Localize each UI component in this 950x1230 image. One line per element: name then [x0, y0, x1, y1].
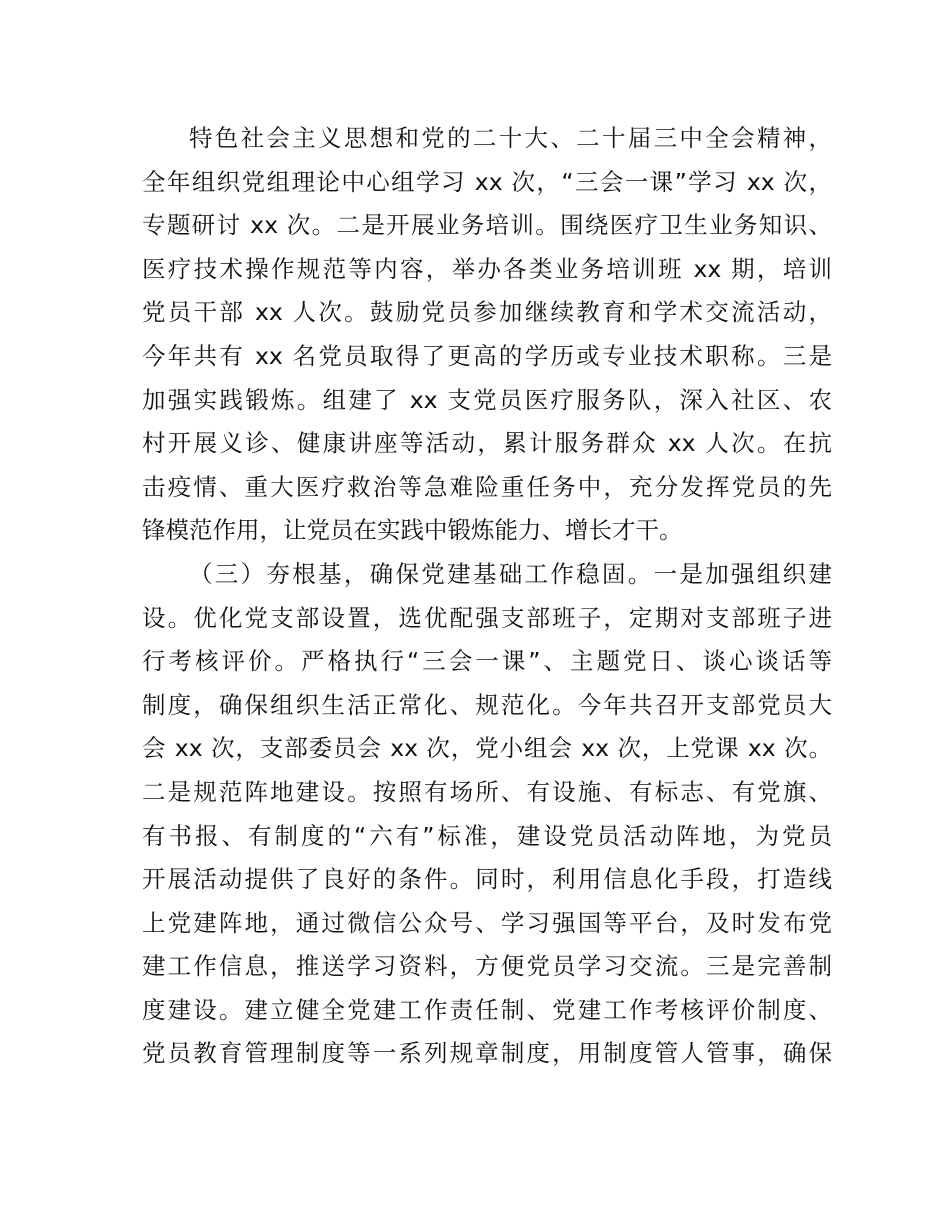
- paragraph-line: 度建设。建立健全党建工作责任制、党建工作考核评价制度、: [142, 995, 832, 1024]
- paragraph-line: 上党建阵地，通过微信公众号、学习强国等平台，及时发布党: [142, 908, 832, 937]
- paragraph-line: 制度，确保组织生活正常化、规范化。今年共召开支部党员大: [142, 690, 832, 719]
- paragraph-line: 开展活动提供了良好的条件。同时，利用信息化手段，打造线: [142, 865, 832, 894]
- paragraph-line: 击疫情、重大医疗救治等急难险重任务中，充分发挥党员的先: [142, 472, 832, 501]
- paragraph-line: 建工作信息，推送学习资料，方便党员学习交流。三是完善制: [142, 952, 832, 981]
- paragraph-line: 会 xx 次，支部委员会 xx 次，党小组会 xx 次，上党课 xx 次。: [142, 734, 832, 763]
- paragraph-line: 特色社会主义思想和党的二十大、二十届三中全会精神，: [189, 124, 832, 152]
- paragraph-line: 医疗技术操作规范等内容，举办各类业务培训班 xx 期，培训: [142, 254, 832, 283]
- paragraph-foundation-work: [142, 553, 832, 1076]
- paragraph-line: 今年共有 xx 名党员取得了更高的学历或专业技术职称。三是: [142, 341, 832, 370]
- paragraph-line: 全年组织党组理论中心组学习 xx 次，“三会一课”学习 xx 次，: [142, 167, 832, 196]
- document-body: [142, 117, 832, 1076]
- paragraph-line: 行考核评价。严格执行“三会一课”、主题党日、谈心谈话等: [142, 647, 832, 676]
- paragraph-line: 党员干部 xx 人次。鼓励党员参加继续教育和学术交流活动，: [142, 298, 832, 327]
- paragraph-line: 专题研讨 xx 次。二是开展业务培训。围绕医疗卫生业务知识、: [142, 211, 832, 240]
- paragraph-line: 党员教育管理制度等一系列规章制度，用制度管人管事，确保: [142, 1039, 832, 1068]
- paragraph-line: 村开展义诊、健康讲座等活动，累计服务群众 xx 人次。在抗: [142, 429, 832, 458]
- paragraph-line: 锋模范作用，让党员在实践中锻炼能力、增长才干。: [142, 516, 683, 545]
- paragraph-line: 有书报、有制度的“六有”标准，建设党员活动阵地，为党员: [142, 821, 832, 850]
- paragraph-practice-training: [142, 117, 832, 553]
- paragraph-line: 二是规范阵地建设。按照有场所、有设施、有标志、有党旗、: [142, 777, 832, 806]
- paragraph-line: （三）夯根基，确保党建基础工作稳固。一是加强组织建: [189, 559, 832, 588]
- paragraph-line: 设。优化党支部设置，选优配强支部班子，定期对支部班子进: [142, 603, 832, 632]
- paragraph-line: 加强实践锻炼。组建了 xx 支党员医疗服务队，深入社区、农: [142, 385, 832, 414]
